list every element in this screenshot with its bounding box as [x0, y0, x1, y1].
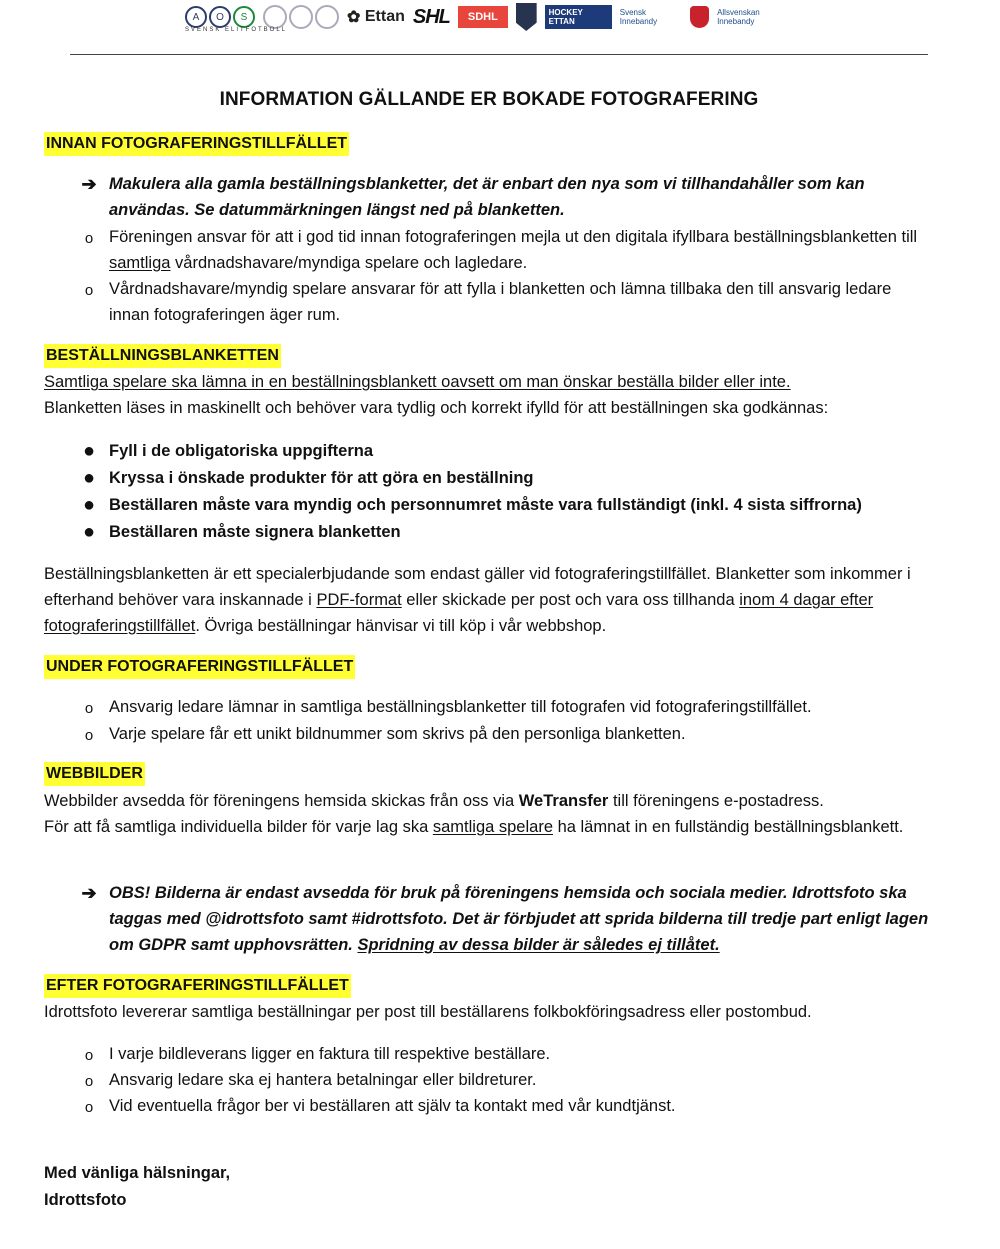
- list-item: Vid eventuella frågor ber vi beställaren att själv ta kontakt med vår kundtjänst.: [109, 1097, 676, 1115]
- dot-bullet-icon: ●: [82, 440, 96, 462]
- list-item: Ansvarig ledare lämnar in samtliga beställningsblanketter till fotografen vid fotograferingstillfället.: [109, 698, 812, 716]
- paragraph: Idrottsfoto levererar samtliga beställningar per post till beställarens folkbokföringsadress eller postombud.: [44, 1003, 812, 1021]
- list-item: Fyll i de obligatoriska uppgifterna: [109, 442, 374, 460]
- list-item: Varje spelare får ett unikt bildnummer som skrivs på den personliga blanketten.: [109, 725, 686, 743]
- list-item: Vårdnadshavare/myndig spelare ansvarar för att fylla i blanketten och lämna tillbaka den till ansvarig ledare innan fotograferingen äger rum.: [109, 280, 892, 324]
- ring-bullet-icon: o: [84, 727, 94, 744]
- shl-logo: SHL: [412, 5, 450, 28]
- paragraph: Webbilder avsedda för föreningens hemsida skickas från oss via WeTransfer till föreningens e-postadress.: [44, 792, 824, 810]
- heading-under: UNDER FOTOGRAFERINGSTILLFÄLLET: [44, 655, 355, 679]
- svensk-innebandy-logo: Svensk Innebandy: [619, 8, 658, 26]
- paragraph: Blanketten läses in maskinellt och behöver vara tydlig och korrekt ifylld för att beställningen ska godkännas:: [44, 399, 829, 417]
- header-divider: [70, 54, 928, 55]
- ring-bullet-icon: o: [84, 1073, 94, 1090]
- allsvenskan-innebandy-logo: Allsvenskan Innebandy: [717, 8, 760, 26]
- paragraph: Beställningsblanketten är ett specialerbjudande som endast gäller vid fotograferingstillfället. Blanketter som inkommer i efterhand behöver vara inskannade i PDF-format eller skickade per post och vara oss tillhanda inom 4 dagar efter fotograferingstillfället. Övriga beställningar hänvisar vi till köp i vår webbshop.: [44, 565, 911, 635]
- logo-circle-a: A: [185, 6, 207, 28]
- paragraph: Samtliga spelare ska lämna in en beställningsblankett oavsett om man önskar beställa bilder eller inte.: [44, 373, 791, 391]
- list-item: Kryssa i önskade produkter för att göra en beställning: [109, 469, 534, 487]
- paragraph: För att få samtliga individuella bilder för varje lag ska samtliga spelare ha lämnat in en fullständig beställningsblankett.: [44, 818, 904, 836]
- grey-circle-logos: [263, 5, 339, 29]
- ring-bullet-icon: o: [84, 1099, 94, 1116]
- shield-logo: [516, 3, 537, 31]
- ettan-logo: ✿ Ettan: [347, 8, 405, 26]
- dot-bullet-icon: ●: [82, 467, 96, 489]
- partner-logos: [185, 0, 795, 34]
- sdhl-logo: SDHL: [458, 6, 508, 28]
- hockeyettan-logo: HOCKEY ETTAN: [545, 5, 612, 29]
- dot-bullet-icon: ●: [82, 494, 96, 516]
- logo-circle-b: O: [209, 6, 231, 28]
- heading-webbilder: WEBBILDER: [44, 762, 145, 786]
- list-item: OBS! Bilderna är endast avsedda för bruk på föreningens hemsida och sociala medier. Idrottsfoto ska taggas med @idrottsfoto samt #idrottsfoto. Det är förbjudet att sprida bilderna till tredje part enligt lagen om GDPR samt upphovsrätten. Spridning av dessa bilder är således ej tillåtet.: [109, 884, 929, 954]
- heading-efter: EFTER FOTOGRAFERINGSTILLFÄLLET: [44, 974, 351, 998]
- arrow-icon: ➔: [81, 174, 97, 194]
- list-item: Makulera alla gamla beställningsblanketter, det är enbart den nya som vi tillhandahåller som kan användas. Se datummärkningen längst ned på blanketten.: [109, 175, 865, 219]
- red-shield-logo: [690, 6, 709, 28]
- dot-bullet-icon: ●: [82, 521, 96, 543]
- list-item: Beställaren måste vara myndig och personnumret måste vara fullständigt (inkl. 4 sista siffrorna): [109, 496, 862, 514]
- list-item: Föreningen ansvar för att i god tid innan fotograferingen mejla ut den digitala ifyllbara beställningsblanketten till samtliga vårdnadshavare/myndiga spelare och lagledare.: [109, 228, 918, 272]
- logo-circle-s: S: [233, 6, 255, 28]
- heading-blanketten: BESTÄLLNINGSBLANKETTEN: [44, 344, 281, 368]
- arrow-icon: ➔: [81, 883, 97, 903]
- ring-bullet-icon: o: [84, 700, 94, 717]
- ring-bullet-icon: o: [84, 282, 94, 299]
- closing-greeting: Med vänliga hälsningar,: [44, 1164, 231, 1182]
- ring-bullet-icon: o: [84, 230, 94, 247]
- ring-bullet-icon: o: [84, 1047, 94, 1064]
- list-item: Beställaren måste signera blanketten: [109, 523, 401, 541]
- list-item: I varje bildleverans ligger en faktura till respektive beställare.: [109, 1045, 551, 1063]
- svensk-elitfotboll-logo: [185, 6, 255, 28]
- logo-subtext: SVENSK ELITFOTBOLL: [185, 27, 288, 33]
- page-title: INFORMATION GÄLLANDE ER BOKADE FOTOGRAFERING: [219, 89, 759, 110]
- list-item: Ansvarig ledare ska ej hantera betalningar eller bildreturer.: [109, 1071, 537, 1089]
- heading-innan: INNAN FOTOGRAFERINGSTILLFÄLLET: [44, 132, 349, 156]
- closing-signature: Idrottsfoto: [44, 1191, 127, 1209]
